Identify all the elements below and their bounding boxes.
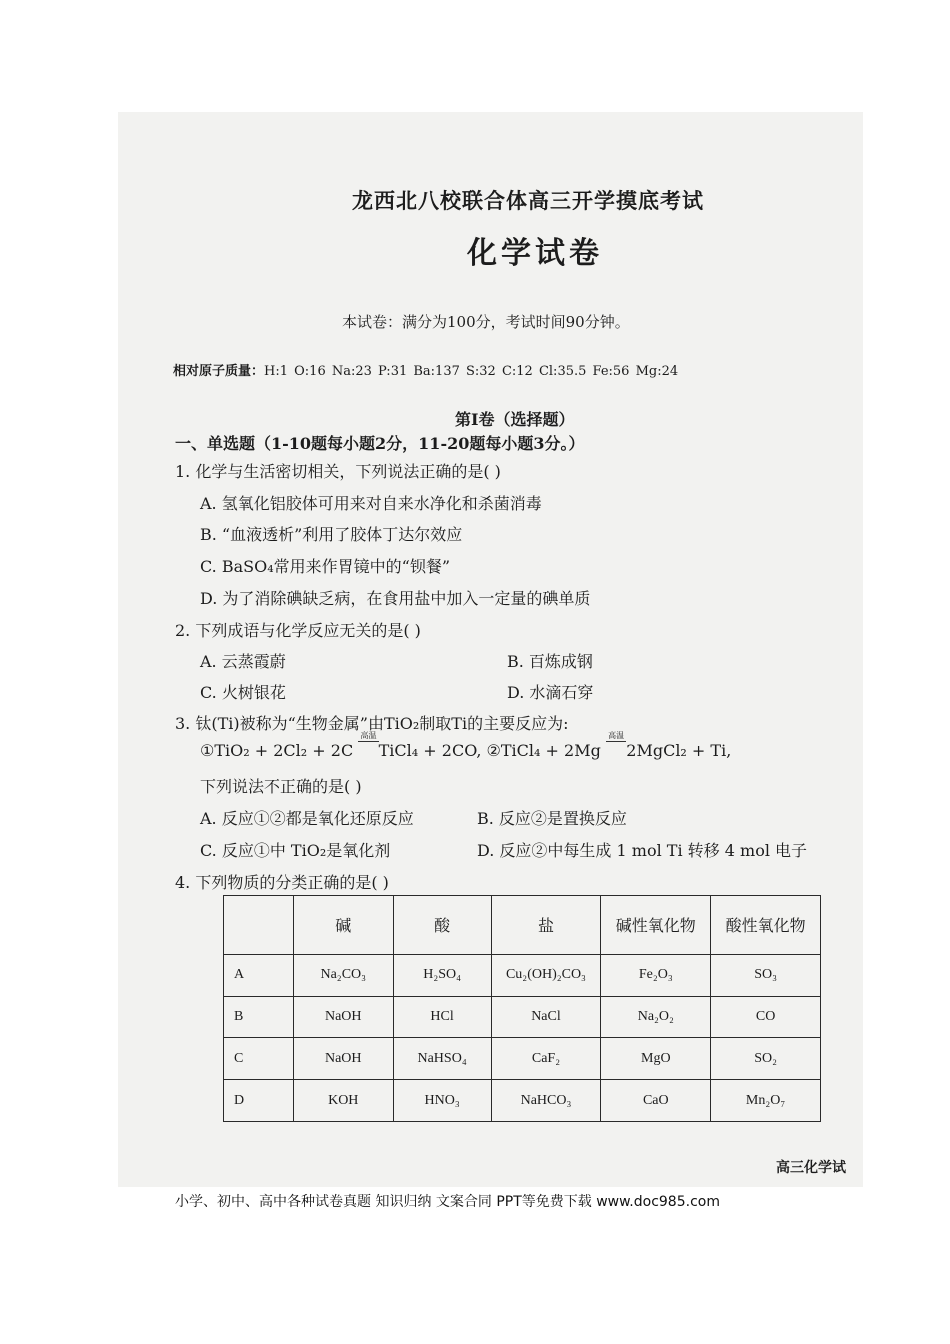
question-2-option-b: B. 百炼成钢 <box>507 652 593 671</box>
exam-intro: 本试卷：满分为100分，考试时间90分钟。 <box>342 313 630 331</box>
table-cell: CaF₂ <box>491 1038 601 1080</box>
exam-title: 龙西北八校联合体高三开学摸底考试 <box>352 188 704 213</box>
table-cell: Mn₂O₇ <box>711 1080 821 1122</box>
question-3-stem: 3. 钛(Ti)被称为“生物金属”由TiO₂制取Ti的主要反应为: <box>175 714 569 733</box>
question-1-option-a: A. 氢氧化铝胶体可用来对自来水净化和杀菌消毒 <box>200 494 542 513</box>
table-cell: KOH <box>293 1080 393 1122</box>
table-cell: CO <box>711 996 821 1038</box>
table-header-cell: 碱 <box>293 896 393 955</box>
equation-part-1: ①TiO₂ + 2Cl₂ + 2C <box>200 741 359 760</box>
equation-part-2: TiCl₄ + 2CO, ②TiCl₄ + 2Mg <box>378 741 606 760</box>
subject-title: 化学试卷 <box>467 236 603 271</box>
table-cell: Na₂CO₃ <box>293 954 393 996</box>
part-title: 一、单选题（1-10题每小题2分，11-20题每小题3分。） <box>175 434 585 453</box>
table-cell: A <box>224 954 294 996</box>
table-cell: NaHSO₄ <box>393 1038 491 1080</box>
question-1-option-d: D. 为了消除碘缺乏病，在食用盐中加入一定量的碘单质 <box>200 589 591 608</box>
table-cell: D <box>224 1080 294 1122</box>
table-cell: Na₂O₂ <box>601 996 711 1038</box>
table-cell: H₂SO₄ <box>393 954 491 996</box>
table-row <box>224 996 821 1038</box>
reaction-condition-1-label: 高温 <box>358 731 378 742</box>
atomic-masses <box>173 360 678 379</box>
table-cell: NaOH <box>293 1038 393 1080</box>
table-cell: NaHCO₃ <box>491 1080 601 1122</box>
table-cell: SO₂ <box>711 1038 821 1080</box>
table-header-cell: 碱性氧化物 <box>601 896 711 955</box>
classification-table <box>223 895 821 1122</box>
question-2-option-c: C. 火树银花 <box>200 683 286 702</box>
table-cell: Cu₂(OH)₂CO₃ <box>491 954 601 996</box>
equation-part-3: 2MgCl₂ + Ti, <box>626 741 732 760</box>
table-cell: B <box>224 996 294 1038</box>
question-3-sub-stem: 下列说法不正确的是( ) <box>200 777 362 796</box>
question-3-equation <box>200 731 732 760</box>
question-3-option-c: C. 反应①中 TiO₂是氧化剂 <box>200 841 391 860</box>
question-2-stem: 2. 下列成语与化学反应无关的是( ) <box>175 621 421 640</box>
atomic-masses-label: 相对原子质量： <box>173 364 265 379</box>
table-cell: HNO₃ <box>393 1080 491 1122</box>
question-2-option-a: A. 云蒸霞蔚 <box>200 652 286 671</box>
question-1-option-c: C. BaSO₄常用来作胃镜中的“钡餐” <box>200 557 450 576</box>
table-header-cell: 酸性氧化物 <box>711 896 821 955</box>
page-header-fragment: 高三化学试 <box>776 1160 846 1176</box>
table-cell: NaCl <box>491 996 601 1038</box>
question-2-option-d: D. 水滴石穿 <box>507 683 594 702</box>
table-header-cell: 酸 <box>393 896 491 955</box>
reaction-condition-1 <box>358 731 378 760</box>
question-1-option-b: B. “血液透析”利用了胶体丁达尔效应 <box>200 525 463 544</box>
table-cell: MgO <box>601 1038 711 1080</box>
question-3-option-b: B. 反应②是置换反应 <box>477 809 627 828</box>
table-header-cell <box>224 896 294 955</box>
table-cell: NaOH <box>293 996 393 1038</box>
table-cell: HCl <box>393 996 491 1038</box>
question-4-stem: 4. 下列物质的分类正确的是( ) <box>175 873 389 892</box>
reaction-condition-2-label: 高温 <box>606 731 626 742</box>
footer-banner: 小学、初中、高中各种试卷真题 知识归纳 文案合同 PPT等免费下载 www.doc985.com <box>175 1194 720 1210</box>
table-row <box>224 1080 821 1122</box>
table-cell: CaO <box>601 1080 711 1122</box>
table-header-row <box>224 896 821 955</box>
reaction-condition-2 <box>606 731 626 760</box>
table-cell: Fe₂O₃ <box>601 954 711 996</box>
table-row <box>224 954 821 996</box>
table-cell: C <box>224 1038 294 1080</box>
table-row <box>224 1038 821 1080</box>
atomic-masses-values: H:1 O:16 Na:23 P:31 Ba:137 S:32 C:12 Cl:35.5 Fe:56 Mg:24 <box>264 364 679 379</box>
table-cell: SO₃ <box>711 954 821 996</box>
question-3-option-d: D. 反应②中每生成 1 mol Ti 转移 4 mol 电子 <box>477 841 808 860</box>
question-1-stem: 1. 化学与生活密切相关，下列说法正确的是( ) <box>175 462 501 481</box>
table-header-cell: 盐 <box>491 896 601 955</box>
question-3-option-a: A. 反应①②都是氧化还原反应 <box>200 809 414 828</box>
section-title: 第Ⅰ卷（选择题） <box>455 410 575 429</box>
